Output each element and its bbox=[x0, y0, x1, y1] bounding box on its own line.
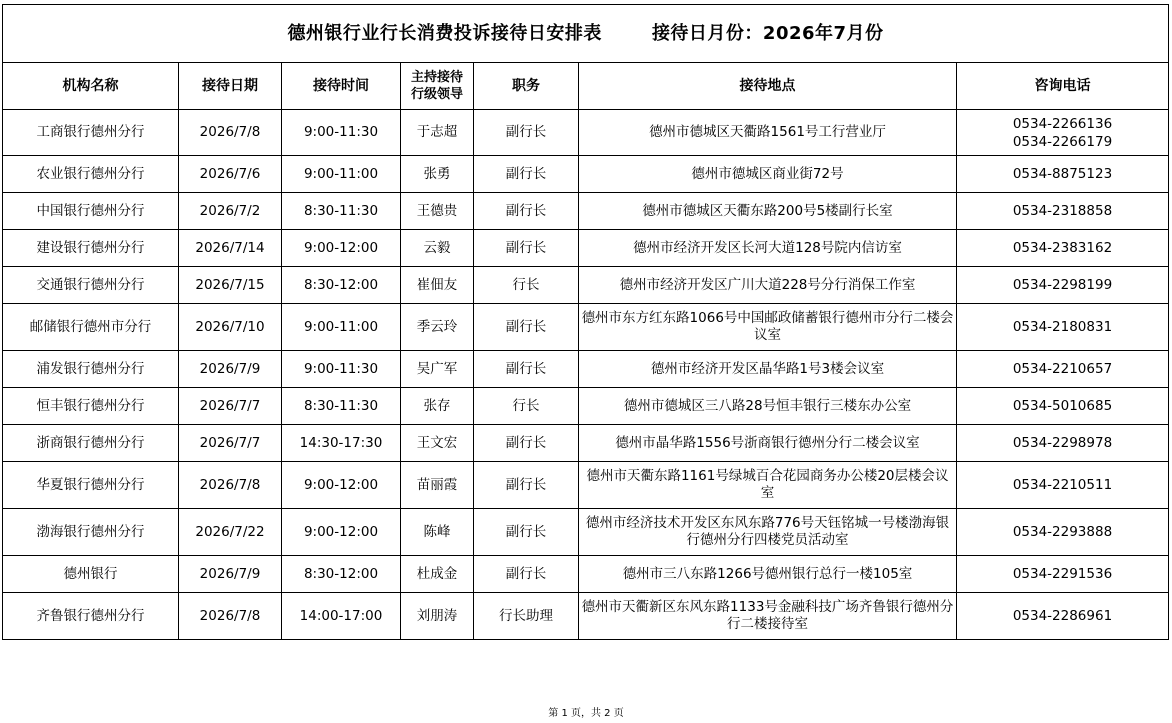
table-row bbox=[3, 593, 1169, 640]
table-row bbox=[3, 388, 1169, 425]
header-time: 接待时间 bbox=[282, 63, 401, 110]
cell-date: 2026/7/8 bbox=[179, 593, 282, 640]
cell-position: 行长 bbox=[474, 267, 579, 304]
table-row bbox=[3, 156, 1169, 193]
header-date: 接待日期 bbox=[179, 63, 282, 110]
cell-phone: 0534-2286961 bbox=[957, 593, 1169, 640]
cell-leader: 王文宏 bbox=[401, 425, 474, 462]
cell-date: 2026/7/7 bbox=[179, 388, 282, 425]
cell-phone: 0534-2298199 bbox=[957, 267, 1169, 304]
cell-phone: 0534-5010685 bbox=[957, 388, 1169, 425]
cell-position: 副行长 bbox=[474, 462, 579, 509]
cell-time: 14:00-17:00 bbox=[282, 593, 401, 640]
cell-position: 副行长 bbox=[474, 304, 579, 351]
cell-org: 工商银行德州分行 bbox=[3, 110, 179, 156]
cell-time: 8:30-11:30 bbox=[282, 388, 401, 425]
cell-time: 9:00-11:30 bbox=[282, 351, 401, 388]
header-leader: 主持接待 行级领导 bbox=[401, 63, 474, 110]
cell-leader: 吴广军 bbox=[401, 351, 474, 388]
cell-position: 副行长 bbox=[474, 425, 579, 462]
cell-date: 2026/7/14 bbox=[179, 230, 282, 267]
cell-location: 德州市三八东路1266号德州银行总行一楼105室 bbox=[579, 556, 957, 593]
cell-org: 恒丰银行德州分行 bbox=[3, 388, 179, 425]
cell-time: 9:00-12:00 bbox=[282, 509, 401, 556]
cell-phone: 0534-2210511 bbox=[957, 462, 1169, 509]
cell-position: 行长助理 bbox=[474, 593, 579, 640]
sheet-title bbox=[3, 5, 1169, 63]
cell-position: 行长 bbox=[474, 388, 579, 425]
cell-location: 德州市东方红东路1066号中国邮政储蓄银行德州市分行二楼会议室 bbox=[579, 304, 957, 351]
cell-date: 2026/7/7 bbox=[179, 425, 282, 462]
cell-time: 9:00-11:00 bbox=[282, 304, 401, 351]
table-row bbox=[3, 230, 1169, 267]
cell-location: 德州市经济开发区广川大道228号分行消保工作室 bbox=[579, 267, 957, 304]
cell-org: 齐鲁银行德州分行 bbox=[3, 593, 179, 640]
cell-org: 浙商银行德州分行 bbox=[3, 425, 179, 462]
cell-date: 2026/7/2 bbox=[179, 193, 282, 230]
cell-phone: 0534-8875123 bbox=[957, 156, 1169, 193]
title-month: 接待日月份：2026年7月份 bbox=[651, 23, 884, 44]
cell-date: 2026/7/6 bbox=[179, 156, 282, 193]
cell-leader: 王德贵 bbox=[401, 193, 474, 230]
cell-phone: 0534-2180831 bbox=[957, 304, 1169, 351]
table-row bbox=[3, 425, 1169, 462]
cell-time: 9:00-12:00 bbox=[282, 230, 401, 267]
cell-time: 14:30-17:30 bbox=[282, 425, 401, 462]
cell-position: 副行长 bbox=[474, 556, 579, 593]
cell-location: 德州市德城区天衢路1561号工行营业厅 bbox=[579, 110, 957, 156]
cell-position: 副行长 bbox=[474, 230, 579, 267]
cell-date: 2026/7/9 bbox=[179, 556, 282, 593]
cell-location: 德州市晶华路1556号浙商银行德州分行二楼会议室 bbox=[579, 425, 957, 462]
table-row bbox=[3, 304, 1169, 351]
cell-location: 德州市经济开发区长河大道128号院内信访室 bbox=[579, 230, 957, 267]
cell-leader: 崔佃友 bbox=[401, 267, 474, 304]
cell-date: 2026/7/8 bbox=[179, 462, 282, 509]
schedule-table bbox=[2, 4, 1169, 640]
cell-position: 副行长 bbox=[474, 193, 579, 230]
page-footer: 第 1 页，共 2 页 bbox=[548, 708, 624, 719]
cell-org: 中国银行德州分行 bbox=[3, 193, 179, 230]
table-row bbox=[3, 193, 1169, 230]
cell-org: 邮储银行德州市分行 bbox=[3, 304, 179, 351]
table-row bbox=[3, 351, 1169, 388]
cell-date: 2026/7/10 bbox=[179, 304, 282, 351]
cell-time: 8:30-12:00 bbox=[282, 267, 401, 304]
title-main: 德州银行业行长消费投诉接待日安排表 bbox=[287, 23, 602, 44]
cell-phone: 0534-2298978 bbox=[957, 425, 1169, 462]
cell-org: 华夏银行德州分行 bbox=[3, 462, 179, 509]
cell-position: 副行长 bbox=[474, 509, 579, 556]
cell-location: 德州市德城区天衢东路200号5楼副行长室 bbox=[579, 193, 957, 230]
cell-org: 德州银行 bbox=[3, 556, 179, 593]
cell-phone: 0534-2291536 bbox=[957, 556, 1169, 593]
cell-location: 德州市经济技术开发区东风东路776号天钰铭城一号楼渤海银行德州分行四楼党员活动室 bbox=[579, 509, 957, 556]
cell-time: 8:30-11:30 bbox=[282, 193, 401, 230]
cell-leader: 苗丽霞 bbox=[401, 462, 474, 509]
cell-leader: 季云玲 bbox=[401, 304, 474, 351]
table-row bbox=[3, 267, 1169, 304]
cell-leader: 张勇 bbox=[401, 156, 474, 193]
cell-leader: 张存 bbox=[401, 388, 474, 425]
cell-position: 副行长 bbox=[474, 351, 579, 388]
header-location: 接待地点 bbox=[579, 63, 957, 110]
cell-org: 渤海银行德州分行 bbox=[3, 509, 179, 556]
cell-phone: 0534-2383162 bbox=[957, 230, 1169, 267]
table-row bbox=[3, 110, 1169, 156]
cell-time: 9:00-11:00 bbox=[282, 156, 401, 193]
header-position: 职务 bbox=[474, 63, 579, 110]
cell-leader: 云毅 bbox=[401, 230, 474, 267]
header-row bbox=[3, 63, 1169, 110]
cell-date: 2026/7/15 bbox=[179, 267, 282, 304]
cell-date: 2026/7/9 bbox=[179, 351, 282, 388]
cell-phone: 0534-2293888 bbox=[957, 509, 1169, 556]
cell-position: 副行长 bbox=[474, 110, 579, 156]
cell-location: 德州市天衢新区东风东路1133号金融科技广场齐鲁银行德州分行二楼接待室 bbox=[579, 593, 957, 640]
cell-position: 副行长 bbox=[474, 156, 579, 193]
cell-leader: 陈峰 bbox=[401, 509, 474, 556]
cell-phone: 0534-2318858 bbox=[957, 193, 1169, 230]
cell-location: 德州市德城区商业街72号 bbox=[579, 156, 957, 193]
table-row bbox=[3, 462, 1169, 509]
cell-org: 建设银行德州分行 bbox=[3, 230, 179, 267]
cell-leader: 杜成金 bbox=[401, 556, 474, 593]
cell-date: 2026/7/22 bbox=[179, 509, 282, 556]
cell-location: 德州市经济开发区晶华路1号3楼会议室 bbox=[579, 351, 957, 388]
cell-org: 农业银行德州分行 bbox=[3, 156, 179, 193]
cell-phone: 0534-2266136 0534-2266179 bbox=[957, 110, 1169, 156]
cell-date: 2026/7/8 bbox=[179, 110, 282, 156]
title-row bbox=[3, 5, 1169, 63]
cell-leader: 刘朋涛 bbox=[401, 593, 474, 640]
cell-org: 浦发银行德州分行 bbox=[3, 351, 179, 388]
cell-time: 9:00-11:30 bbox=[282, 110, 401, 156]
cell-phone: 0534-2210657 bbox=[957, 351, 1169, 388]
cell-location: 德州市天衢东路1161号绿城百合花园商务办公楼20层楼会议室 bbox=[579, 462, 957, 509]
cell-org: 交通银行德州分行 bbox=[3, 267, 179, 304]
table-row bbox=[3, 509, 1169, 556]
header-org: 机构名称 bbox=[3, 63, 179, 110]
cell-location: 德州市德城区三八路28号恒丰银行三楼东办公室 bbox=[579, 388, 957, 425]
cell-leader: 于志超 bbox=[401, 110, 474, 156]
cell-time: 9:00-12:00 bbox=[282, 462, 401, 509]
table-row bbox=[3, 556, 1169, 593]
cell-time: 8:30-12:00 bbox=[282, 556, 401, 593]
header-phone: 咨询电话 bbox=[957, 63, 1169, 110]
